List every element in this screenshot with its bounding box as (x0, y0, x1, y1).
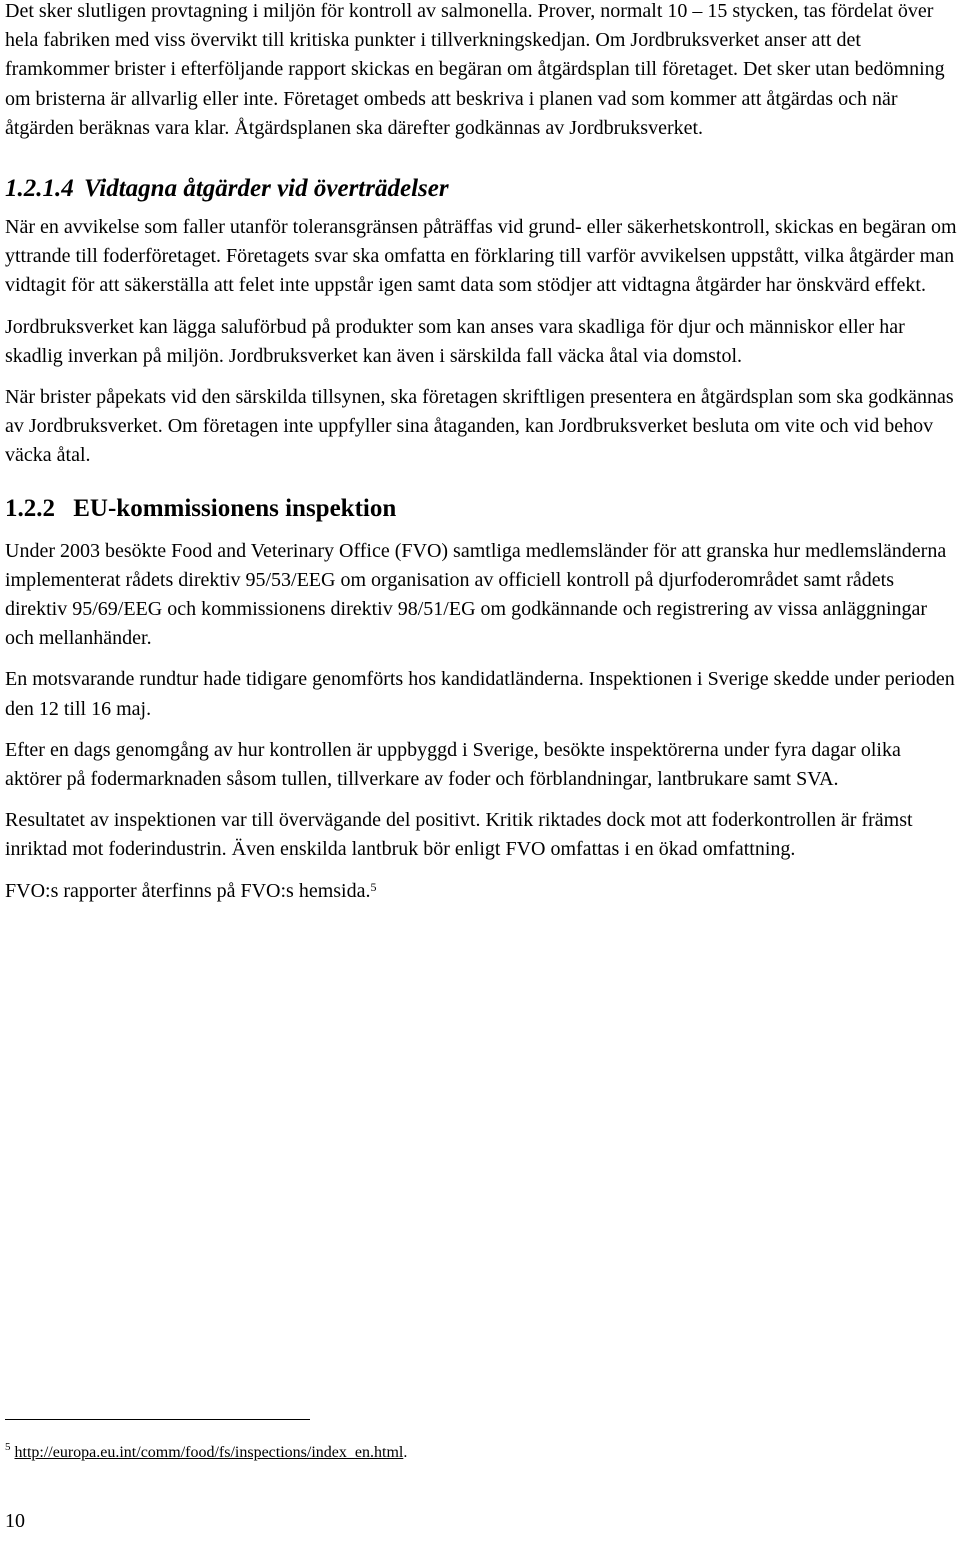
footnote-separator (5, 1419, 310, 1420)
section-heading-1214 (5, 173, 957, 205)
footnote (5, 1443, 407, 1463)
section-title: EU-kommissionens inspektion (73, 494, 397, 522)
fvo-reports-text: FVO:s rapporter återfinns på FVO:s hemsida. (5, 879, 371, 902)
paragraph-inspection-visits: Efter en dags genomgång av hur kontrollen är uppbyggd i Sverige, besökte inspektörerna under fyra dagar olika aktörer på fodermarknaden såsom tullen, tillverkare av foder och förblandningar, lantbrukare samt SVA. (5, 738, 901, 791)
page-number: 10 (5, 1510, 25, 1532)
paragraph-salmonella-sampling: Det sker slutligen provtagning i miljön för kontroll av salmonella. Prover, normalt 10 – 15 stycken, tas fördelat över hela fabriken med viss övervikt till kritiska punkter i tillverkningskedjan. Om Jordbruksverket anser att det framkommer brister i efterföljande rapport skickas en begäran om åtgärdsplan till företaget. Det sker utan bedömning om bristerna är allvarlig eller inte. Företaget ombeds att beskriva i planen vad som kommer att åtgärdas och när åtgärden beräknas vara klar. Åtgärdsplanen ska därefter godkännas av Jordbruksverket. (5, 0, 945, 139)
paragraph-sales-ban: Jordbruksverket kan lägga saluförbud på produkter som kan anses vara skadliga för djur och människor eller har skadlig inverkan på miljön. Jordbruksverket kan även i särskilda fall väcka åtal via domstol. (5, 315, 905, 367)
paragraph-deviation-response: När en avvikelse som faller utanför toleransgränsen påträffas vid grund- eller säkerhetskontroll, skickas en begäran om yttrande till foderföretaget. Företagets svar ska omfatta en förklaring till varför avvikelsen uppstått, vilka åtgärder man vidtagit för att säkerställa att felet inte uppstår igen samt data som stödjer att vidtagna åtgärder har önskvärd effekt. (5, 216, 957, 297)
paragraph-fvo-reports (5, 877, 957, 906)
section-title: Vidtagna åtgärder vid överträdelser (84, 175, 449, 203)
paragraph-action-plan: När brister påpekats vid den särskilda tillsynen, ska företagen skriftligen presentera en åtgärdsplan som ska godkännas av Jordbruksverket. Om företagen inte uppfyller sina åtaganden, kan Jordbruksverket besluta om vite och vid behov väcka åtal. (5, 386, 954, 467)
paragraph-candidate-countries: En motsvarande rundtur hade tidigare genomförts hos kandidatländerna. Inspektionen i Sverige skedde under perioden den 12 till 16 maj. (5, 668, 955, 720)
section-number: 1.2.1.4 (5, 175, 74, 203)
footnote-reference[interactable]: 5 (370, 879, 377, 894)
footnote-marker: 5 (5, 1441, 11, 1453)
section-number: 1.2.2 (5, 494, 55, 522)
footnote-trailing: . (403, 1444, 408, 1461)
paragraph-fvo-visit: Under 2003 besökte Food and Veterinary Office (FVO) samtliga medlemsländer för att granska hur medlemsländerna implementerat rådets direktiv 95/53/EEG om organisation av officiell kontroll på djurfoderområdet samt rådets direktiv 95/69/EEG och kommissionens direktiv 98/51/EG om godkännande och registrering av vissa anläggningar och mellanhänder. (5, 539, 947, 650)
document-page (5, 0, 957, 906)
footnote-link[interactable]: http://europa.eu.int/comm/food/fs/inspections/index_en.html (14, 1444, 404, 1461)
paragraph-inspection-result: Resultatet av inspektionen var till övervägande del positivt. Kritik riktades dock mot att foderkontrollen är främst inriktad mot foderindustrin. Även enskilda lantbruk bör enligt FVO omfattas i en ökad omfattning. (5, 809, 913, 861)
section-heading-122 (5, 493, 957, 525)
